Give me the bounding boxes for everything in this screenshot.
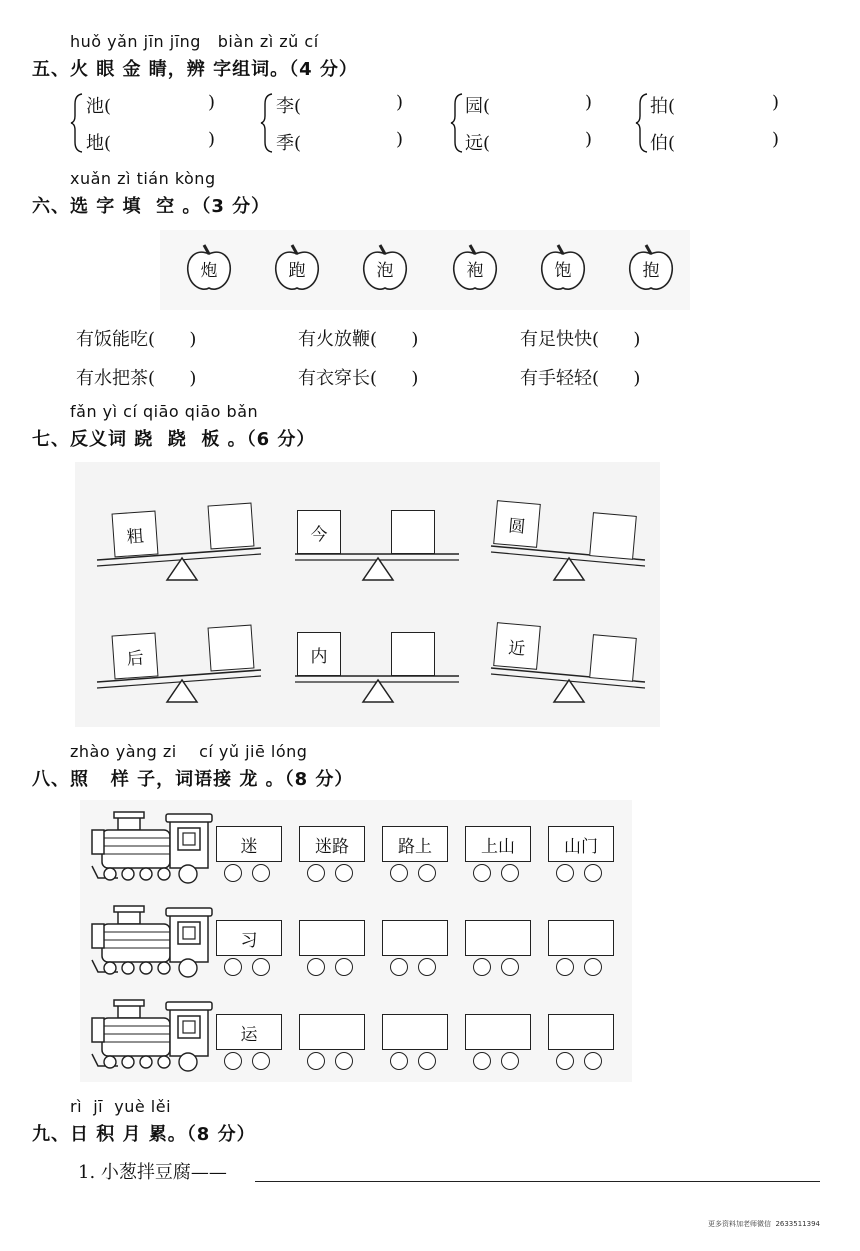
apple-char: 跑 [288,261,306,281]
seesaw [95,620,265,705]
apple-card [536,242,590,294]
brace-icon [450,92,466,154]
seesaw-left-box [297,632,341,676]
pair-bottom-char: 伯( [650,133,676,154]
wheel-icon [556,958,574,976]
section9-pinyin: rì jī yuè lěi [70,1097,172,1116]
apple-char: 袍 [466,261,484,281]
fill-blank: 有足快快( ) [520,329,641,350]
seesaw-right-box[interactable] [589,512,637,560]
train-car [548,826,614,862]
section7-pinyin: fǎn yì cí qiāo qiāo bǎn [70,402,259,421]
train-car [299,826,365,862]
wheel-icon [252,1052,270,1070]
train [80,904,632,984]
train [80,810,632,890]
train-car[interactable] [382,1014,448,1050]
seesaw-right-box[interactable] [208,625,255,672]
wheel-icon [307,1052,325,1070]
fill-blank: 有衣穿长( ) [298,368,419,389]
pair-top-close: ) [772,92,780,113]
wheel-icon [390,864,408,882]
wheel-icon [307,958,325,976]
section7-heading: 七、反义词 跷 跷 板 。（6 分） [32,429,316,450]
section8-pinyin: zhào yàng zi cí yǔ jiē lóng [70,742,308,761]
seesaw [489,498,659,583]
train-car[interactable] [299,1014,365,1050]
wheel-icon [390,958,408,976]
wheel-icon [335,958,353,976]
locomotive-icon [88,904,216,982]
car-word: 习 [240,931,258,951]
fill-blank: 有火放鞭( ) [298,329,419,350]
wheel-icon [307,864,325,882]
pair-top-char: 池( [86,96,112,117]
wheel-icon [418,958,436,976]
section6-heading: 六、选 字 填 空 。（3 分） [32,196,271,217]
pair-bottom-char: 远( [465,133,491,154]
pair-top-close: ) [208,92,216,113]
section9-heading: 九、日 积 月 累。（8 分） [32,1124,256,1145]
seesaw-right-box[interactable] [208,503,255,550]
seesaw [293,620,463,705]
wheel-icon [473,864,491,882]
car-word: 山门 [564,837,598,857]
brace-icon [70,92,86,154]
seesaw [293,498,463,583]
wheel-icon [584,864,602,882]
wheel-icon [501,864,519,882]
seesaw-right-box[interactable] [589,634,637,682]
fill-blank: 有手轻轻( ) [520,368,641,389]
apple-char: 泡 [376,261,394,281]
pair-top-char: 李( [276,96,302,117]
pair-bottom-close: ) [208,129,216,150]
car-word: 运 [240,1025,258,1045]
pair-top-close: ) [396,92,404,113]
train-car [382,826,448,862]
wheel-icon [335,864,353,882]
seesaw [95,498,265,583]
pair-top-char: 拍( [650,96,676,117]
apple-card [624,242,678,294]
locomotive-icon [88,810,216,888]
car-word: 迷路 [315,837,349,857]
train-car [216,1014,282,1050]
answer-line[interactable] [255,1181,820,1182]
wheel-icon [335,1052,353,1070]
train-car [216,826,282,862]
train-car [465,826,531,862]
idiom-item-1: 1. 小葱拌豆腐—— [78,1162,227,1183]
wheel-icon [390,1052,408,1070]
wheel-icon [473,958,491,976]
pair-bottom-close: ) [396,129,404,150]
train-car[interactable] [465,1014,531,1050]
seesaw-area [75,462,660,727]
pair-top-close: ) [585,92,593,113]
apple-card [358,242,412,294]
pair-bottom-close: ) [585,129,593,150]
pair-bottom-close: ) [772,129,780,150]
section5-pinyin: huǒ yǎn jīn jīng biàn zì zǔ cí [70,32,319,51]
apple-char: 炮 [200,261,218,281]
footer-note: 更多资料加老师微信 2633511394 [708,1220,820,1228]
wheel-icon [418,864,436,882]
seesaw-right-box[interactable] [391,632,435,676]
wheel-icon [501,958,519,976]
wheel-icon [252,864,270,882]
seesaw-word: 今 [310,525,328,545]
seesaw-word: 粗 [126,526,145,548]
seesaw-word: 内 [310,647,328,667]
car-word: 路上 [398,837,432,857]
seesaw-word: 近 [507,638,527,660]
pair-bottom-char: 季( [276,133,302,154]
seesaw-left-box [493,500,541,548]
seesaw-right-box[interactable] [391,510,435,554]
fill-blank: 有饭能吃( ) [76,329,197,350]
train-area [80,800,632,1082]
fill-blank: 有水把茶( ) [76,368,197,389]
seesaw-left-box [297,510,341,554]
wheel-icon [418,1052,436,1070]
pair-bottom-char: 地( [86,133,112,154]
seesaw-word: 圆 [507,516,527,538]
wheel-icon [224,1052,242,1070]
wheel-icon [473,1052,491,1070]
train-car[interactable] [299,920,365,956]
locomotive-icon [88,998,216,1076]
seesaw [489,620,659,705]
train-car [216,920,282,956]
train-car[interactable] [548,1014,614,1050]
train [80,998,632,1078]
apple-card [448,242,502,294]
section8-heading: 八、照 样 子，词语接 龙 。（8 分） [32,769,354,790]
seesaw-left-box [493,622,541,670]
seesaw-left-box [112,511,159,558]
wheel-icon [224,864,242,882]
apple-card [270,242,324,294]
seesaw-left-box [112,633,159,680]
train-car[interactable] [548,920,614,956]
wheel-icon [556,1052,574,1070]
apple-char: 饱 [554,261,572,281]
apple-char: 抱 [642,261,660,281]
section5-heading: 五、火 眼 金 睛，辨 字组词。（4 分） [32,59,358,80]
wheel-icon [252,958,270,976]
wheel-icon [556,864,574,882]
brace-icon [260,92,276,154]
section6-pinyin: xuǎn zì tián kòng [70,169,216,188]
wheel-icon [224,958,242,976]
train-car[interactable] [465,920,531,956]
train-car[interactable] [382,920,448,956]
apple-choices [160,230,690,310]
brace-icon [635,92,651,154]
wheel-icon [501,1052,519,1070]
apple-card [182,242,236,294]
car-word: 迷 [240,837,258,857]
wheel-icon [584,958,602,976]
wheel-icon [584,1052,602,1070]
pair-top-char: 园( [465,96,491,117]
car-word: 上山 [481,837,515,857]
seesaw-word: 后 [126,648,145,670]
